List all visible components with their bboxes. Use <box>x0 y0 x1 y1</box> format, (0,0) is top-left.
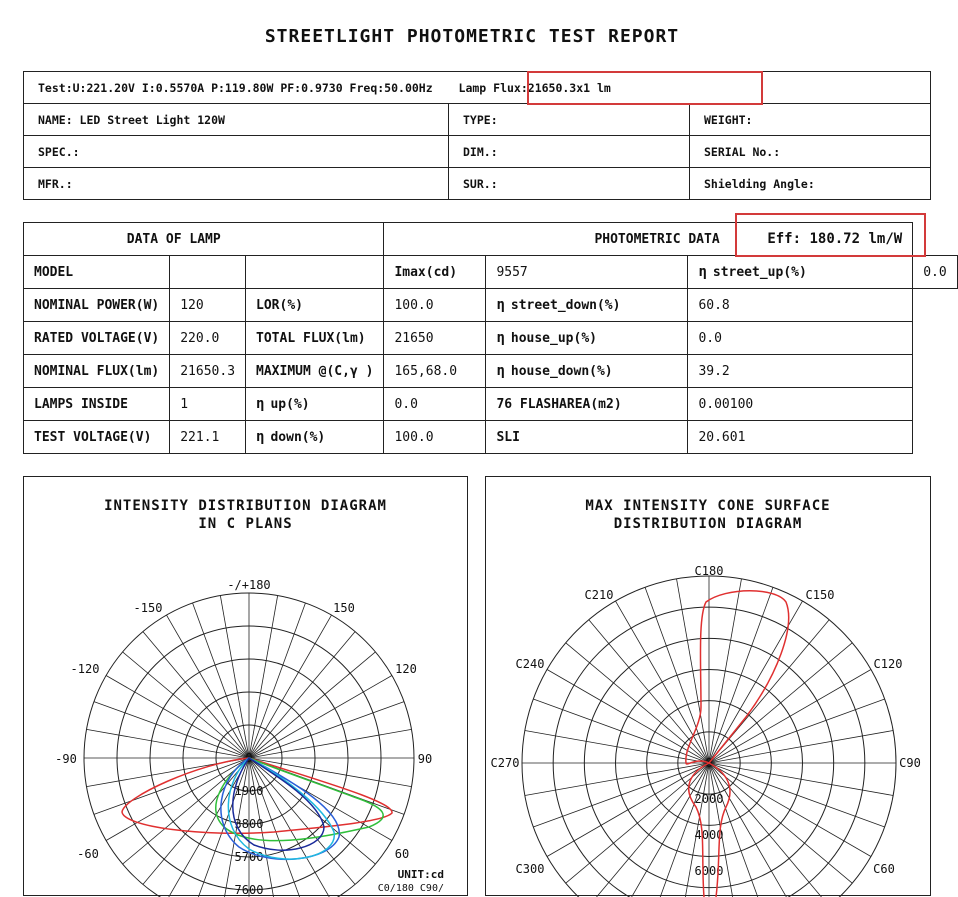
row-label-3-text: house_down(%) <box>510 364 613 379</box>
row-value-text: 21650.3 <box>180 363 236 379</box>
row-label-3 <box>688 256 913 289</box>
angle-label: C300 <box>515 862 545 876</box>
row-value <box>170 388 246 421</box>
row-value <box>170 355 246 388</box>
radial-label: 2000 <box>694 792 724 806</box>
curve-legend-text: C0/180 C90/ <box>377 883 444 894</box>
radial-label: 3800 <box>234 817 264 831</box>
row-label-3-text: street_up(%) <box>712 265 807 280</box>
row-label-3-text: SLI <box>496 429 520 445</box>
row-value-3-text: 20.601 <box>698 429 746 445</box>
weight-cell: WEIGHT: <box>690 104 931 136</box>
row-label-text: NOMINAL POWER(W) <box>34 297 160 313</box>
cone-surface-panel <box>485 476 931 896</box>
model-value <box>170 256 246 289</box>
row-label <box>24 256 170 289</box>
row-value-2-text: 165,68.0 <box>394 363 458 379</box>
info-table <box>23 71 931 200</box>
row-label <box>24 355 170 388</box>
grid-spoke <box>589 763 709 897</box>
row-value-2 <box>384 289 486 322</box>
angle-label: C60 <box>873 862 895 876</box>
eff-value: Eff: 180.72 lm/W <box>767 231 903 247</box>
row-value-3 <box>688 388 913 421</box>
row-label-2 <box>384 256 486 289</box>
data-of-lamp-header: DATA OF LAMP <box>24 223 384 256</box>
test-line: Test:U:221.20V I:0.5570A P:119.80W PF:0.9730 Freq:50.00Hz <box>38 80 433 95</box>
angle-label: -90 <box>55 752 77 766</box>
angle-label: 60 <box>394 847 410 861</box>
row-value <box>170 289 246 322</box>
row-value-2 <box>384 388 486 421</box>
row-value-text: 220.0 <box>180 330 220 346</box>
row-label-3 <box>486 355 688 388</box>
right-diagram-title-1: MAX INTENSITY CONE SURFACE <box>585 498 831 514</box>
row-label <box>24 322 170 355</box>
eta-symbol: η <box>496 330 505 346</box>
row-label-2-text: LOR(%) <box>256 297 303 313</box>
row-value <box>170 322 246 355</box>
sur-cell: SUR.: <box>449 168 690 200</box>
radial-label: 7600 <box>234 883 264 897</box>
row-label-3 <box>486 322 688 355</box>
intensity-polar-chart <box>24 477 469 897</box>
row-value-2 <box>384 421 486 454</box>
eta-symbol: η <box>496 363 505 379</box>
row-value-3 <box>913 256 957 289</box>
row-label <box>24 421 170 454</box>
eta-symbol: η <box>256 396 265 412</box>
angle-label: C120 <box>873 657 903 671</box>
row-label-text: NOMINAL FLUX(lm) <box>34 363 160 379</box>
table-row <box>24 256 958 289</box>
row-label-text: LAMPS INSIDE <box>34 396 128 412</box>
row-label-3 <box>486 289 688 322</box>
angle-label: 120 <box>395 662 417 676</box>
angle-label: -150 <box>133 601 163 615</box>
radial-label: 5700 <box>234 850 264 864</box>
row-value-2 <box>486 256 688 289</box>
eta-symbol: η <box>496 297 505 313</box>
lamp-flux-highlight <box>527 71 763 105</box>
angle-label: 90 <box>417 752 433 766</box>
row-value-text: 120 <box>180 297 204 313</box>
row-label-text: RATED VOLTAGE(V) <box>34 330 160 346</box>
type-cell: TYPE: <box>449 104 690 136</box>
lamp-flux: Lamp Flux:21650.3x1 lm <box>458 80 611 95</box>
row-label-2-text: TOTAL FLUX(lm) <box>256 330 366 346</box>
angle-label: -/+180 <box>227 578 271 592</box>
row-value-3-text: 0.0 <box>923 264 947 280</box>
row-value-3-text: 39.2 <box>698 363 730 379</box>
row-value-text: 1 <box>180 396 189 412</box>
row-value-3-text: 0.0 <box>698 330 722 346</box>
row-label-text: TEST VOLTAGE(V) <box>34 429 152 445</box>
row-label-2-text: up(%) <box>270 397 310 412</box>
mfr-cell: MFR.: <box>24 168 449 200</box>
left-diagram-title-2: IN C PLANS <box>198 516 293 532</box>
spec-cell: SPEC.: <box>24 136 449 168</box>
angle-label: -120 <box>70 662 100 676</box>
angle-label: C240 <box>515 657 545 671</box>
row-value-2-text: 100.0 <box>394 429 434 445</box>
row-label-3-text: street_down(%) <box>510 298 621 313</box>
angle-label: 150 <box>333 601 355 615</box>
table-row <box>24 289 958 322</box>
row-label-3-text: 76 FLASHAREA(m2) <box>496 396 622 412</box>
row-value-3-text: 0.00100 <box>698 396 754 412</box>
row-label-2 <box>246 388 384 421</box>
row-label-2 <box>246 289 384 322</box>
intensity-curve <box>228 758 334 859</box>
angle-label: -60 <box>77 847 99 861</box>
left-diagram-title-1: INTENSITY DISTRIBUTION DIAGRAM <box>104 498 387 514</box>
row-value-2-text: 0.0 <box>394 396 418 412</box>
row-label-text: MODEL <box>34 264 74 280</box>
serial-cell: SERIAL No.: <box>690 136 931 168</box>
radial-label: 4000 <box>694 828 724 842</box>
row-value-3-text: 60.8 <box>698 297 730 313</box>
unit-label: UNIT:cd <box>397 868 444 881</box>
eta-symbol: η <box>256 429 265 445</box>
grid-spoke <box>709 763 829 897</box>
row-label-2-text: MAXIMUM @(C,γ ) <box>256 363 374 379</box>
row-value-text: 221.1 <box>180 429 220 445</box>
cone-curve-upper <box>686 591 789 764</box>
row-label <box>24 388 170 421</box>
eta-symbol: η <box>698 264 707 280</box>
radial-label: 6000 <box>694 864 724 878</box>
table-row <box>24 355 958 388</box>
row-label-2 <box>246 355 384 388</box>
intensity-distribution-panel <box>23 476 468 896</box>
radial-label: 0 <box>245 751 253 765</box>
eff-highlight <box>735 213 926 257</box>
report-title: STREETLIGHT PHOTOMETRIC TEST REPORT <box>264 26 680 47</box>
angle-label: C210 <box>584 588 614 602</box>
row-label-2-text: down(%) <box>270 430 326 445</box>
angle-label: C180 <box>694 564 724 578</box>
dim-cell: DIM.: <box>449 136 690 168</box>
row-value-2 <box>384 355 486 388</box>
row-label <box>24 289 170 322</box>
name-cell: NAME: LED Street Light 120W <box>24 104 449 136</box>
row-value-3 <box>688 355 913 388</box>
row-label-3 <box>486 388 688 421</box>
row-label-2 <box>246 421 384 454</box>
row-label-2-text: Imax(cd) <box>394 264 458 280</box>
photometric-data-label: PHOTOMETRIC DATA <box>594 232 720 247</box>
row-value <box>170 421 246 454</box>
table-row <box>24 388 958 421</box>
row-value-2-text: 100.0 <box>394 297 434 313</box>
row-value-2-text: 21650 <box>394 330 434 346</box>
angle-label: C90 <box>899 756 921 770</box>
info-test-row <box>24 72 931 104</box>
table-row <box>24 421 958 454</box>
row-label-3 <box>486 421 688 454</box>
row-value-3 <box>688 322 913 355</box>
row-label-2 <box>246 322 384 355</box>
row-value-2 <box>384 322 486 355</box>
angle-label: C270 <box>490 756 520 770</box>
row-value-3 <box>688 421 913 454</box>
row-label-3-text: house_up(%) <box>510 331 597 346</box>
right-diagram-title-2: DISTRIBUTION DIAGRAM <box>613 516 803 532</box>
table-row <box>24 322 958 355</box>
cone-polar-chart <box>486 477 932 897</box>
radial-label: 0 <box>705 756 713 770</box>
row-value-2-text: 9557 <box>496 264 528 280</box>
shielding-cell: Shielding Angle: <box>690 168 931 200</box>
model-blank <box>246 256 384 289</box>
radial-label: 1900 <box>234 784 264 798</box>
angle-label: C150 <box>805 588 835 602</box>
row-value-3 <box>688 289 913 322</box>
